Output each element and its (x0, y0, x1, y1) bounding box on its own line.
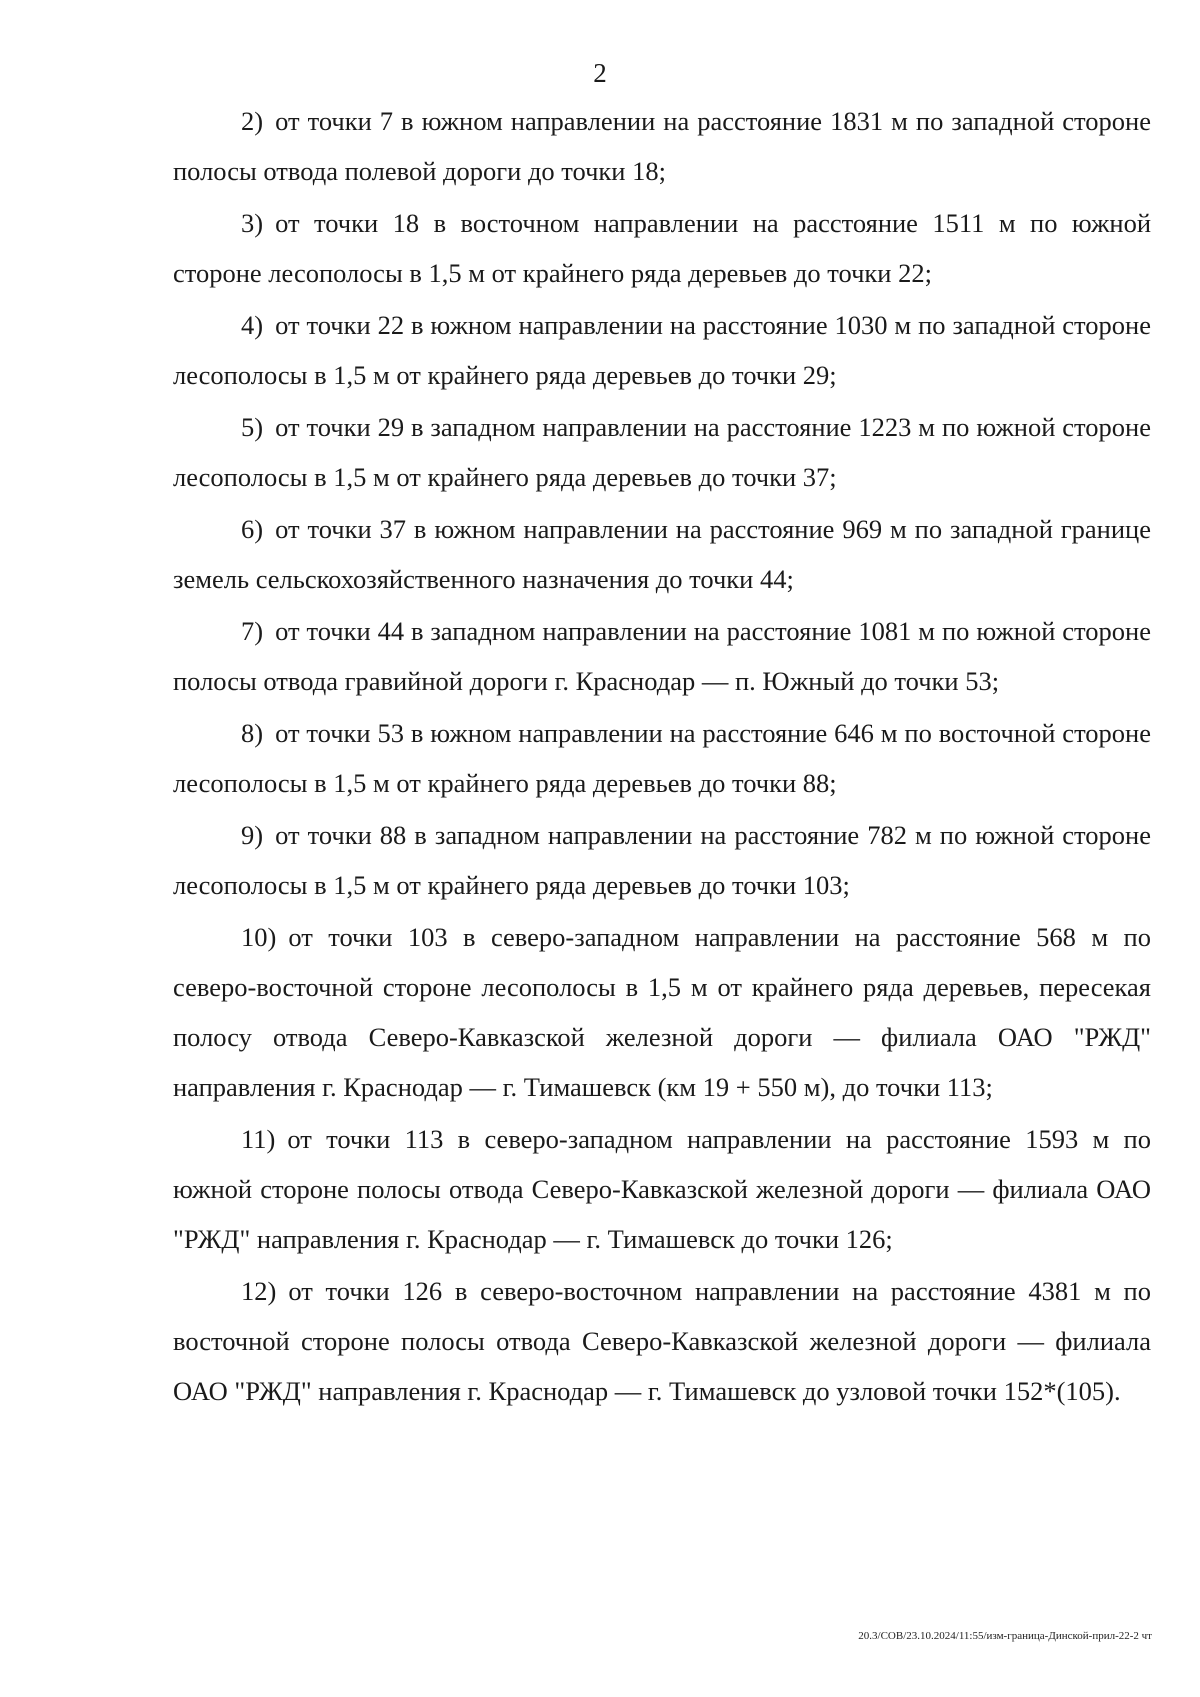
item-number: 7) (241, 616, 264, 646)
item-number: 5) (241, 412, 264, 442)
paragraph-text: от точки 44 в западном направлении на расстояние 1081 м по южной стороне полосы отвода гравийной дороги г. Краснодар — п. Южный до точки 53; (173, 616, 1151, 696)
paragraph-9 (173, 810, 1151, 910)
paragraph-text: от точки 126 в северо-восточном направлении на расстояние 4381 м по восточной стороне полосы отвода Северо-Кавказской железной дороги — филиала ОАО "РЖД" направления г. Краснодар — г. Тимашевск до узловой точки 152*(105). (173, 1276, 1151, 1406)
paragraph-text: от точки 7 в южном направлении на расстояние 1831 м по западной стороне полосы отвода полевой дороги до точки 18; (173, 106, 1151, 186)
paragraph-10 (173, 912, 1151, 1112)
item-number: 3) (241, 208, 264, 238)
item-number: 9) (241, 820, 264, 850)
paragraph-text: от точки 53 в южном направлении на расстояние 646 м по восточной стороне лесополосы в 1,5 м от крайнего ряда деревьев до точки 88; (173, 718, 1151, 798)
item-number: 12) (241, 1276, 277, 1306)
paragraph-text: от точки 88 в западном направлении на расстояние 782 м по южной стороне лесополосы в 1,5 м от крайнего ряда деревьев до точки 103; (173, 820, 1151, 900)
paragraph-text: от точки 37 в южном направлении на расстояние 969 м по западной границе земель сельскохозяйственного назначения до точки 44; (173, 514, 1151, 594)
item-number: 2) (241, 106, 264, 136)
paragraph-12 (173, 1266, 1151, 1416)
item-number: 4) (241, 310, 264, 340)
page-number: 2 (593, 58, 607, 88)
document-body (173, 96, 1151, 1418)
paragraph-2 (173, 96, 1151, 196)
paragraph-text: от точки 103 в северо-западном направлении на расстояние 568 м по северо-восточной стороне лесополосы в 1,5 м от крайнего ряда деревьев, пересекая полосу отвода Северо-Кавказской железной дороги — филиала ОАО "РЖД" направления г. Краснодар — г. Тимашевск (км 19 + 550 м), до точки 113; (173, 922, 1151, 1102)
item-number: 10) (241, 922, 277, 952)
paragraph-text: от точки 113 в северо-западном направлении на расстояние 1593 м по южной стороне полосы отвода Северо-Кавказской железной дороги — филиала ОАО "РЖД" направления г. Краснодар — г. Тимашевск до точки 126; (173, 1124, 1151, 1254)
paragraph-6 (173, 504, 1151, 604)
paragraph-11 (173, 1114, 1151, 1264)
paragraph-3 (173, 198, 1151, 298)
paragraph-text: от точки 29 в западном направлении на расстояние 1223 м по южной стороне лесополосы в 1,5 м от крайнего ряда деревьев до точки 37; (173, 412, 1151, 492)
paragraph-text: от точки 22 в южном направлении на расстояние 1030 м по западной стороне лесополосы в 1,5 м от крайнего ряда деревьев до точки 29; (173, 310, 1151, 390)
paragraph-text: от точки 18 в восточном направлении на расстояние 1511 м по южной стороне лесополосы в 1,5 м от крайнего ряда деревьев до точки 22; (173, 208, 1151, 288)
item-number: 6) (241, 514, 264, 544)
item-number: 8) (241, 718, 264, 748)
paragraph-8 (173, 708, 1151, 808)
item-number: 11) (241, 1124, 276, 1154)
paragraph-7 (173, 606, 1151, 706)
paragraph-4 (173, 300, 1151, 400)
document-footer-stamp: 20.3/СОВ/23.10.2024/11:55/изм-граница-Динской-прил-22-2 чт (858, 1630, 1152, 1642)
paragraph-5 (173, 402, 1151, 502)
